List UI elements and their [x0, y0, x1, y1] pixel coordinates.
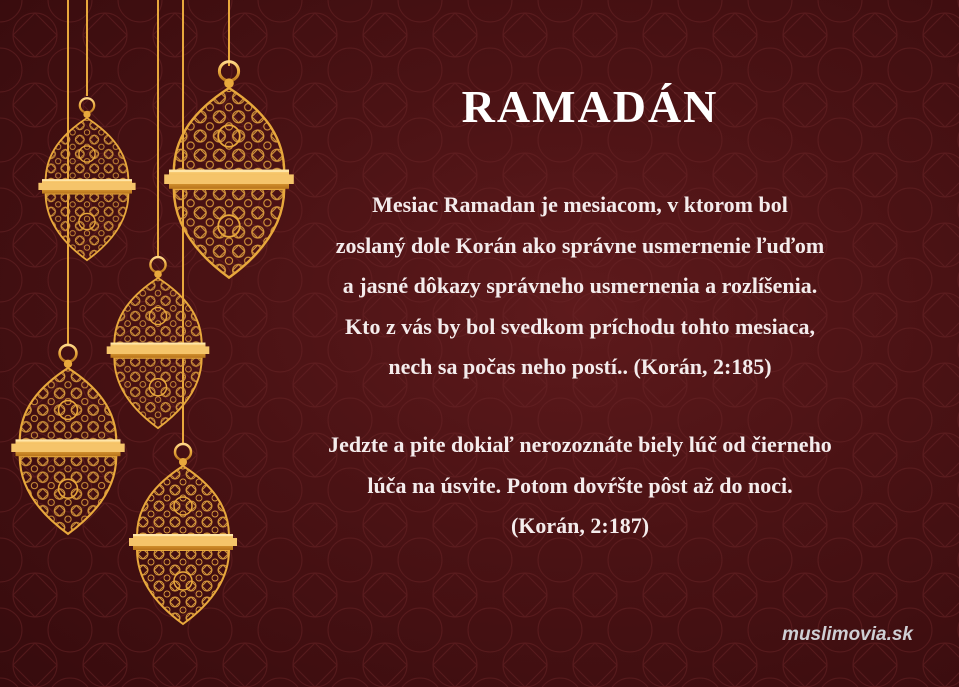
- lantern-4: [11, 345, 124, 534]
- verse-line: nech sa počas neho postí.. (Korán, 2:185): [388, 354, 772, 379]
- verse-line: zoslaný dole Korán ako správne usmernenie ľuďom: [335, 232, 825, 258]
- lantern-3: [107, 257, 210, 428]
- quran-verse-187: [250, 425, 910, 547]
- verse-line: Mesiac Ramadan je mesiacom, v ktorom bol: [372, 192, 788, 217]
- lantern-1: [38, 98, 135, 260]
- verse-line: Kto z vás by bol svedkom príchodu tohto mesiaca,: [345, 313, 815, 339]
- verse-line: lúča na úsvite. Potom dovŕšte pôst až do noci.: [367, 472, 793, 498]
- verse-line: Jedzte a pite dokiaľ nerozoznáte biely lúč od čierneho: [328, 432, 832, 457]
- lantern-5: [129, 444, 237, 624]
- quran-verse-185: [250, 185, 910, 388]
- verse-line: a jasné dôkazy správneho usmernenia a rozlíšenia.: [342, 273, 818, 298]
- website-watermark: muslimovia.sk: [782, 624, 913, 645]
- page-title: RAMADÁN: [461, 81, 719, 132]
- verse-line: (Korán, 2:187): [510, 513, 650, 538]
